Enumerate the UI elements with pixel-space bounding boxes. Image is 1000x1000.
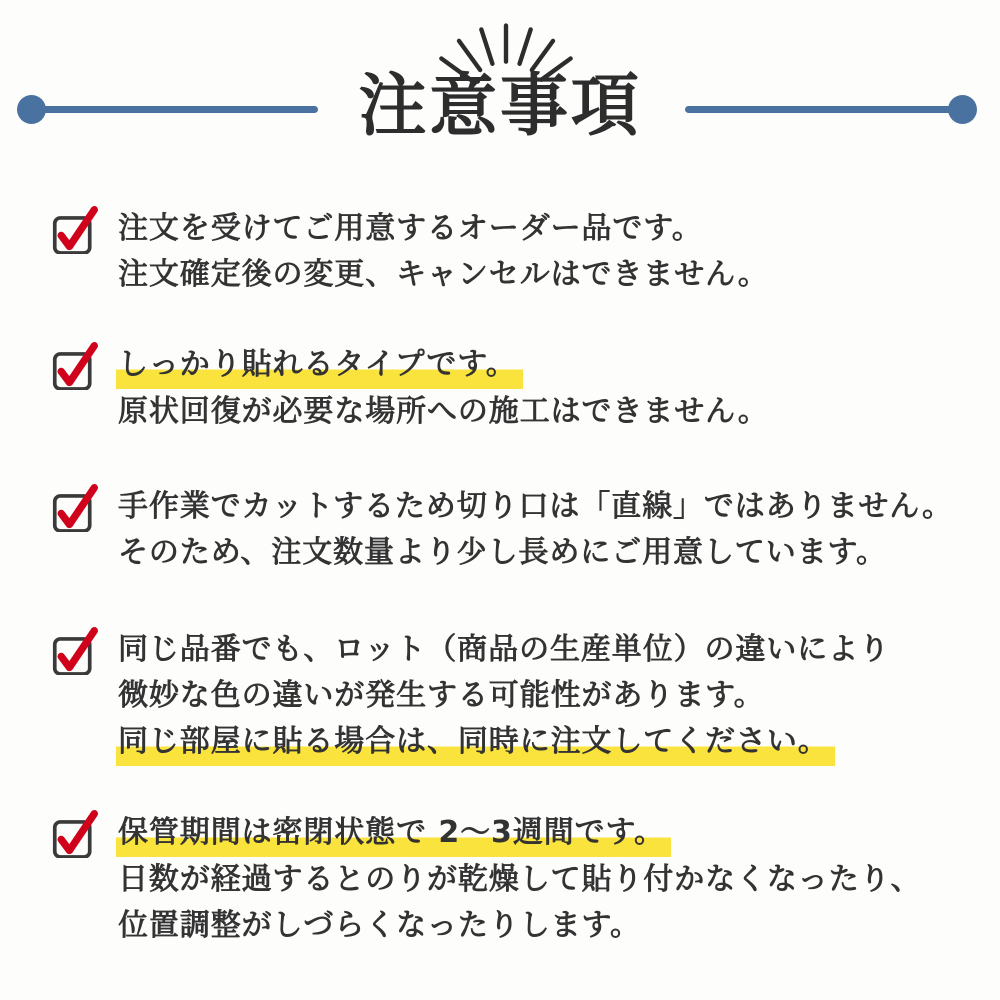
notice-item-text: [118, 482, 953, 576]
notice-line: 微妙な色の違いが発生する可能性があります。: [118, 678, 765, 713]
notice-line: 注文を受けてご用意するオーダー品です。: [118, 211, 703, 246]
notice-line: 注文確定後の変更、キャンセルはできません。: [118, 257, 769, 292]
divider-dot-right: [948, 95, 977, 124]
checked-checkbox-icon: [52, 625, 98, 675]
notice-item: [52, 204, 980, 298]
checked-checkbox-icon: [52, 482, 98, 532]
divider-line-right: [685, 106, 965, 113]
highlighted-text: しっかり貼れるタイプです。: [116, 345, 523, 389]
notice-line: そのため、注文数量より少し長めにご用意しています。: [118, 535, 887, 570]
notice-line: [118, 342, 769, 389]
notice-item: [52, 625, 980, 766]
notice-item-text: [118, 625, 890, 766]
notice-line: 日数が経過するとのりが乾燥して貼り付かなくなったり、: [118, 862, 922, 897]
notice-item: [52, 340, 980, 435]
notice-item: [52, 808, 980, 949]
notice-line: 位置調整がしづらくなったりします。: [118, 908, 641, 943]
notice-item-text: [118, 340, 769, 435]
notice-item: [52, 482, 980, 576]
page-title: 注意事項: [358, 67, 642, 146]
notice-item-text: [118, 204, 769, 298]
highlighted-text: 同じ部屋に貼る場合は、同時に注文してください。: [116, 722, 835, 766]
notice-line: 手作業でカットするため切り口は「直線」ではありません。: [118, 489, 953, 524]
notice-line: 同じ品番でも、ロット（商品の生産単位）の違いにより: [118, 632, 890, 667]
checked-checkbox-icon: [52, 808, 98, 858]
checked-checkbox-icon: [52, 204, 98, 254]
notice-item-text: [118, 808, 921, 949]
notice-line: [118, 810, 921, 857]
notice-line: [118, 719, 890, 766]
checked-checkbox-icon: [52, 340, 98, 390]
notice-line: 原状回復が必要な場所への施工はできません。: [118, 394, 769, 429]
highlighted-text: 保管期間は密閉状態で 2～3週間です。: [116, 813, 671, 857]
